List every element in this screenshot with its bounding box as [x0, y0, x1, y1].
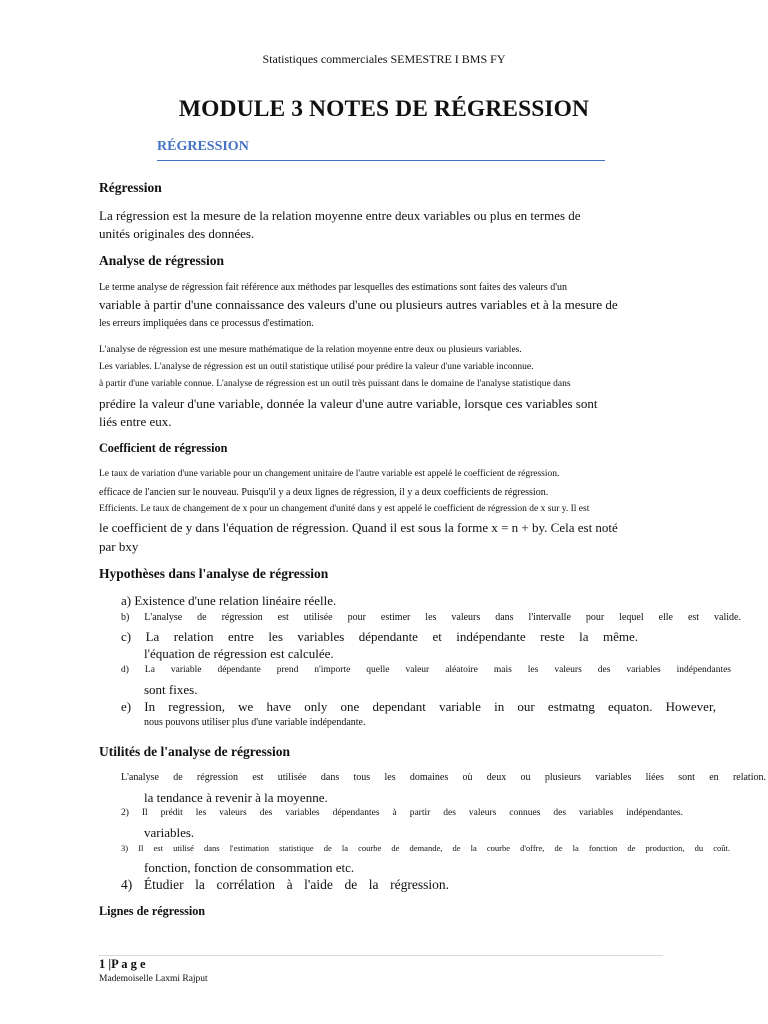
analysis-p1-line-2: variable à partir d'une connaissance des valeurs d'une ou plusieurs autres variables et à la mesure de	[99, 297, 618, 312]
heading-coefficient: Coefficient de régression	[99, 441, 228, 455]
heading-regression: Régression	[99, 180, 162, 195]
hypothesis-c: c) La relation entre les variables dépendante et indépendante reste la même.	[121, 629, 638, 644]
hypothesis-a: a) Existence d'une relation linéaire réelle.	[121, 593, 337, 608]
heading-lines: Lignes de régression	[99, 904, 206, 918]
hypothesis-e-cont: nous pouvons utiliser plus d'une variable indépendante.	[144, 717, 366, 728]
analysis-p2-line-5: liés entre eux.	[99, 414, 172, 429]
hypothesis-d: d) La variable dépendante prend n'importe quelle valeur aléatoire mais les valeurs des variables indépendantes	[121, 665, 731, 675]
coefficient-line-5: par bxy	[99, 539, 139, 554]
hypothesis-e: e) In regression, we have only one dependant variable in our estmatng equaton. However,	[121, 699, 716, 714]
footer-divider	[99, 955, 663, 956]
use-4: 4) Étudier la corrélation à l'aide de la régression.	[121, 877, 449, 892]
analysis-p1-line-3: les erreurs impliquées dans ce processus d'estimation.	[99, 318, 314, 329]
coefficient-line-2: efficace de l'ancien sur le nouveau. Puisqu'il y a deux lignes de régression, il y a deux coefficients de régression.	[99, 487, 549, 498]
regression-line-2: unités originales des données.	[99, 226, 255, 241]
coefficient-line-3: Efficients. Le taux de changement de x pour un changement d'unité dans y est appelé le coefficient de régression de x sur y. Il est	[99, 504, 590, 514]
analysis-p1-line-1: Le terme analyse de régression fait référence aux méthodes par lesquelles des estimations sont faites des valeurs d'un	[99, 282, 568, 293]
hypothesis-b: b) L'analyse de régression est utilisée pour estimer les valeurs dans l'intervalle pour lequel elle est valide.	[121, 612, 741, 623]
use-1: L'analyse de régression est utilisée dans tous les domaines où deux ou plusieurs variables liées sont en relation.	[121, 772, 766, 783]
analysis-p2-line-2: Les variables. L'analyse de régression est un outil statistique utilisé pour prédire la valeur d'une variable inconnue.	[99, 362, 534, 372]
heading-hypotheses: Hypothèses dans l'analyse de régression	[99, 566, 329, 581]
hypothesis-c-cont: l'équation de régression est calculée.	[144, 646, 334, 661]
title-underline	[157, 160, 605, 161]
section-title: RÉGRESSION	[157, 139, 249, 154]
author-name: Mademoiselle Laxmi Rajput	[99, 974, 208, 984]
use-3-cont: fonction, fonction de consommation etc.	[144, 860, 355, 875]
use-3: 3) Il est utilisé dans l'estimation statistique de la courbe de demande, de la courbe d'offre, de la fonction de production, du coût.	[121, 843, 730, 853]
running-header: Statistiques commerciales SEMESTRE I BMS FY	[262, 52, 506, 66]
coefficient-line-4: le coefficient de y dans l'équation de régression. Quand il est sous la forme x = n + by. Cela est noté	[99, 520, 618, 535]
analysis-p2-line-4: prédire la valeur d'une variable, donnée la valeur d'une autre variable, lorsque ces variables sont	[99, 396, 598, 411]
use-2-cont: variables.	[144, 825, 195, 840]
use-1-cont: la tendance à revenir à la moyenne.	[144, 790, 328, 805]
hypothesis-d-cont: sont fixes.	[144, 682, 198, 697]
page-number: 1 |P a g e	[99, 957, 146, 971]
heading-uses: Utilités de l'analyse de régression	[99, 744, 290, 759]
coefficient-line-1: Le taux de variation d'une variable pour un changement unitaire de l'autre variable est appelé le coefficient de régression.	[99, 469, 560, 479]
use-2: 2) Il prédit les valeurs des variables dépendantes à partir des valeurs connues des variables indépendantes.	[121, 808, 683, 818]
analysis-p2-line-3: à partir d'une variable connue. L'analyse de régression est un outil très puissant dans le domaine de l'analyse statistique dans	[99, 379, 571, 389]
heading-analysis: Analyse de régression	[99, 253, 224, 268]
page-title: MODULE 3 NOTES DE RÉGRESSION	[178, 96, 590, 122]
regression-line-1: La régression est la mesure de la relation moyenne entre deux variables ou plus en termes de	[99, 208, 581, 223]
analysis-p2-line-1: L'analyse de régression est une mesure mathématique de la relation moyenne entre deux ou plusieurs variables.	[99, 345, 522, 355]
